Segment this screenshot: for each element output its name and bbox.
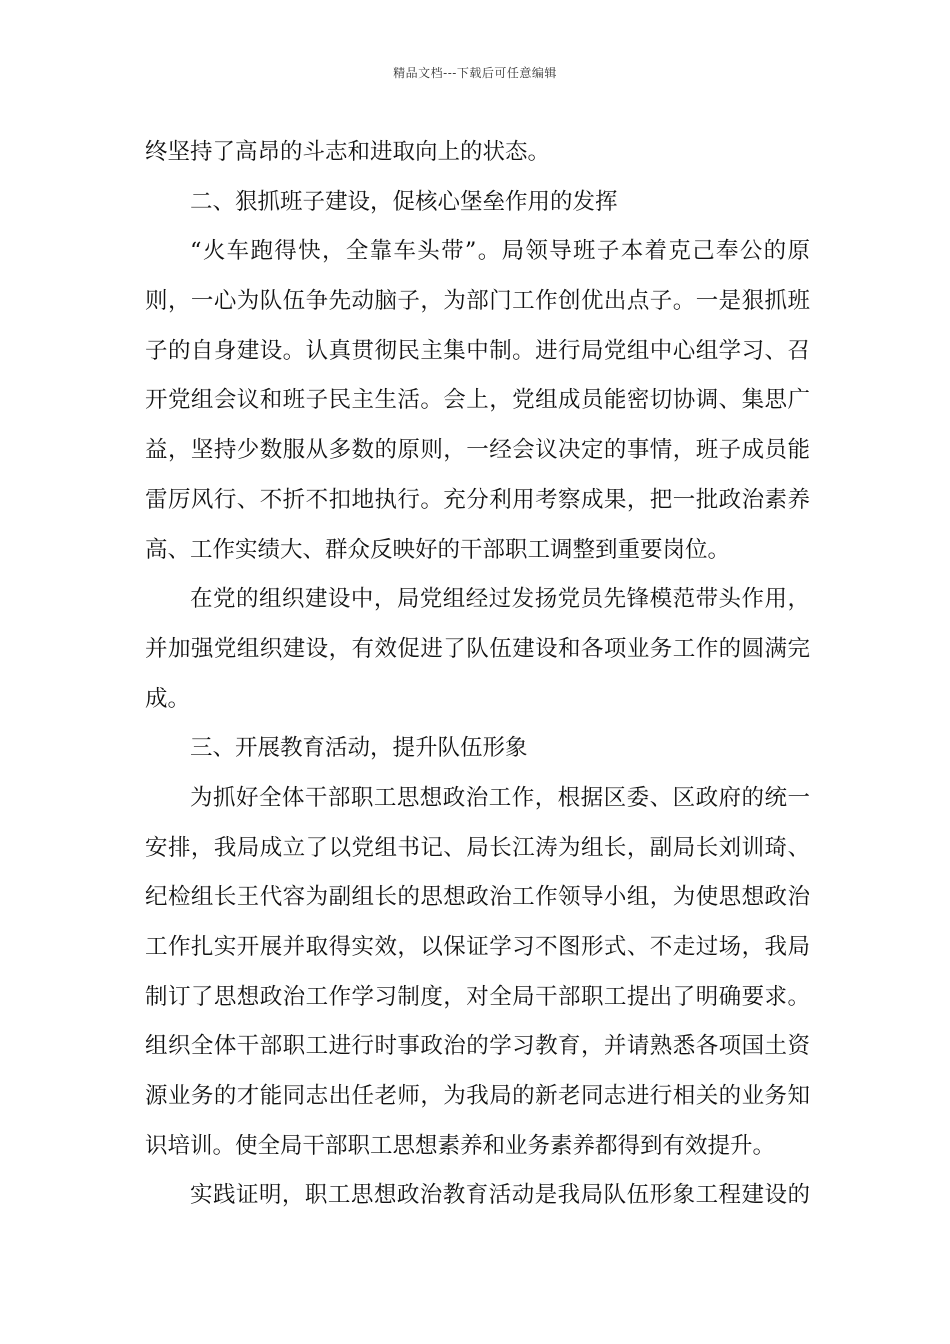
document-body	[145, 128, 810, 1221]
page-header: 精品文档---下载后可任意编辑	[393, 66, 557, 80]
text-line: 则，一心为队伍争先动脑子，为部门工作创优出点子。一是狠抓班	[145, 288, 810, 315]
text-line: 工作扎实开展并取得实效，以保证学习不图形式、不走过场，我局	[145, 934, 810, 960]
text-line: “火车跑得快，全靠车头带”。局领导班子本着克己奉公的原	[190, 238, 810, 265]
text-line: 在党的组织建设中，局党组经过发扬党员先锋模范带头作用，	[190, 586, 810, 613]
text-line: 雷厉风行、不折不扣地执行。充分利用考察成果，把一批政治素养	[145, 486, 810, 513]
text-line: 为抓好全体干部职工思想政治工作，根据区委、区政府的统一	[190, 784, 810, 811]
text-line: 实践证明，职工思想政治教育活动是我局队伍形象工程建设的	[190, 1182, 810, 1209]
text-line: 纪检组长王代容为副组长的思想政治工作领导小组，为使思想政治	[145, 884, 810, 911]
text-line: 高、工作实绩大、群众反映好的干部职工调整到重要岗位。	[145, 536, 731, 563]
text-line: 开党组会议和班子民主生活。会上，党组成员能密切协调、集思广	[145, 387, 810, 414]
text-line: 二、狠抓班子建设，促核心堡垒作用的发挥	[190, 188, 618, 215]
text-line: 三、开展教育活动，提升队伍形象	[190, 735, 528, 762]
text-line: 制订了思想政治工作学习制度，对全局干部职工提出了明确要求。	[145, 983, 810, 1010]
text-line: 安排，我局成立了以党组书记、局长江涛为组长，副局长刘训琦、	[145, 834, 810, 861]
text-line: 源业务的才能同志出任老师，为我局的新老同志进行相关的业务知	[145, 1083, 810, 1110]
text-line: 成。	[145, 685, 191, 712]
text-line: 终坚持了高昂的斗志和进取向上的状态。	[145, 139, 551, 165]
text-line: 识培训。使全局干部职工思想素养和业务素养都得到有效提升。	[145, 1132, 776, 1159]
text-line: 并加强党组织建设，有效促进了队伍建设和各项业务工作的圆满完	[145, 635, 810, 662]
text-line: 子的自身建设。认真贯彻民主集中制。进行局党组中心组学习、召	[145, 337, 810, 364]
text-line: 益，坚持少数服从多数的原则，一经会议决定的事情，班子成员能	[145, 437, 810, 464]
text-line: 组织全体干部职工进行时事政治的学习教育，并请熟悉各项国土资	[145, 1033, 810, 1060]
